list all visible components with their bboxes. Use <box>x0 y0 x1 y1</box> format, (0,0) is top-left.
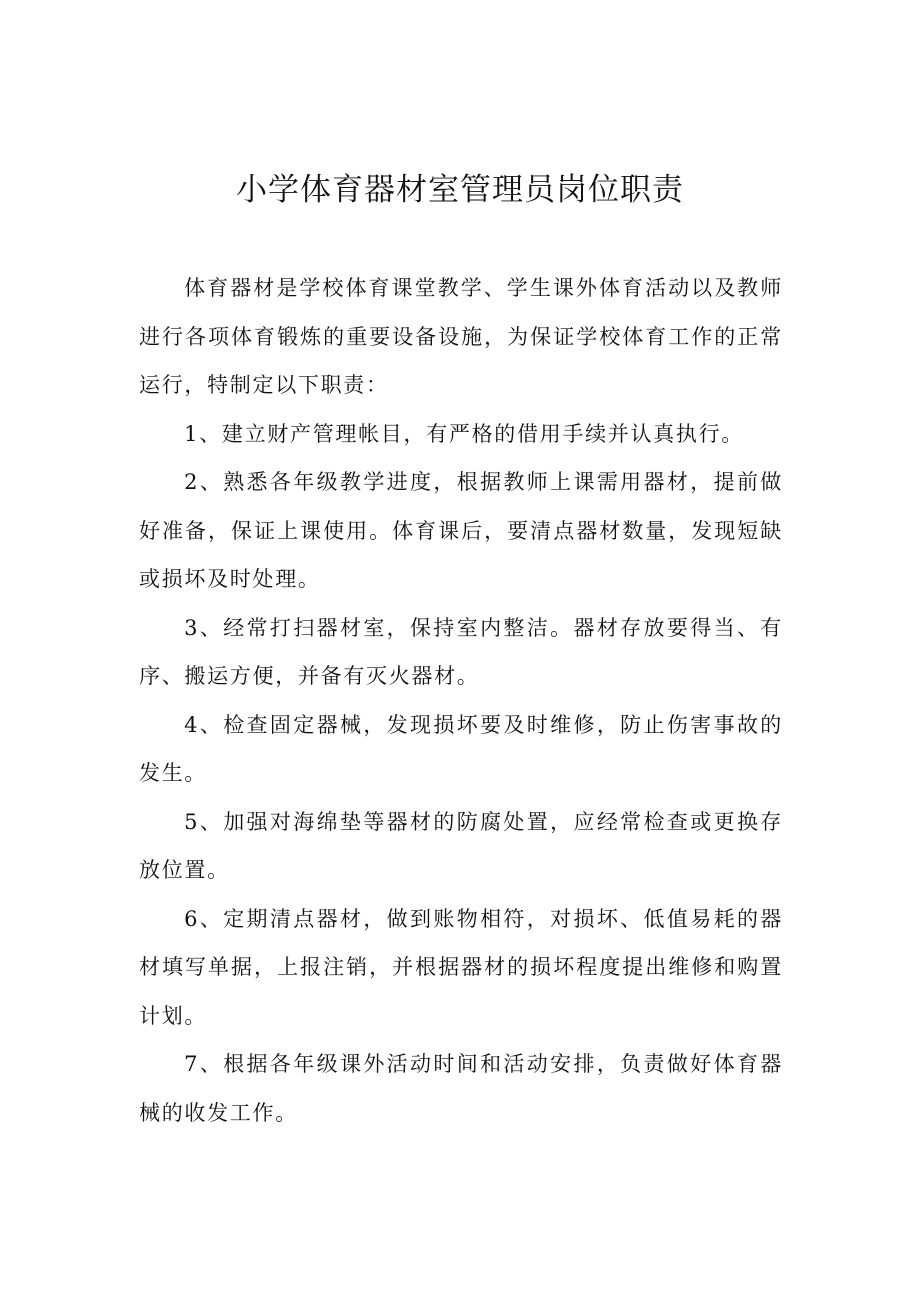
document-title: 小学体育器材室管理员岗位职责 <box>236 172 684 208</box>
duty-item-6: 6、定期清点器材，做到账物相符，对损坏、低值易耗的器材填写单据，上报注销，并根据器材的损坏程度提出维修和购置计划。 <box>139 906 783 1028</box>
duty-item-2: 2、熟悉各年级教学进度，根据教师上课需用器材，提前做好准备，保证上课使用。体育课后，要清点器材数量，发现短缺或损坏及时处理。 <box>139 470 783 591</box>
intro-paragraph: 体育器材是学校体育课堂教学、学生课外体育活动以及教师进行各项体育锻炼的重要设备设施，为保证学校体育工作的正常运行，特制定以下职责： <box>139 276 783 397</box>
document-body <box>139 264 783 1137</box>
duty-item-5: 5、加强对海绵垫等器材的防腐处置，应经常检查或更换存放位置。 <box>139 809 783 882</box>
duty-item-3: 3、经常打扫器材室，保持室内整洁。器材存放要得当、有序、搬运方便，并备有灭火器材。 <box>139 615 783 688</box>
duty-item-7: 7、根据各年级课外活动时间和活动安排，负责做好体育器械的收发工作。 <box>139 1052 783 1125</box>
duty-item-1: 1、建立财产管理帐目，有严格的借用手续并认真执行。 <box>184 421 744 446</box>
duty-item-4: 4、检查固定器械，发现损坏要及时维修，防止伤害事故的发生。 <box>139 712 783 785</box>
